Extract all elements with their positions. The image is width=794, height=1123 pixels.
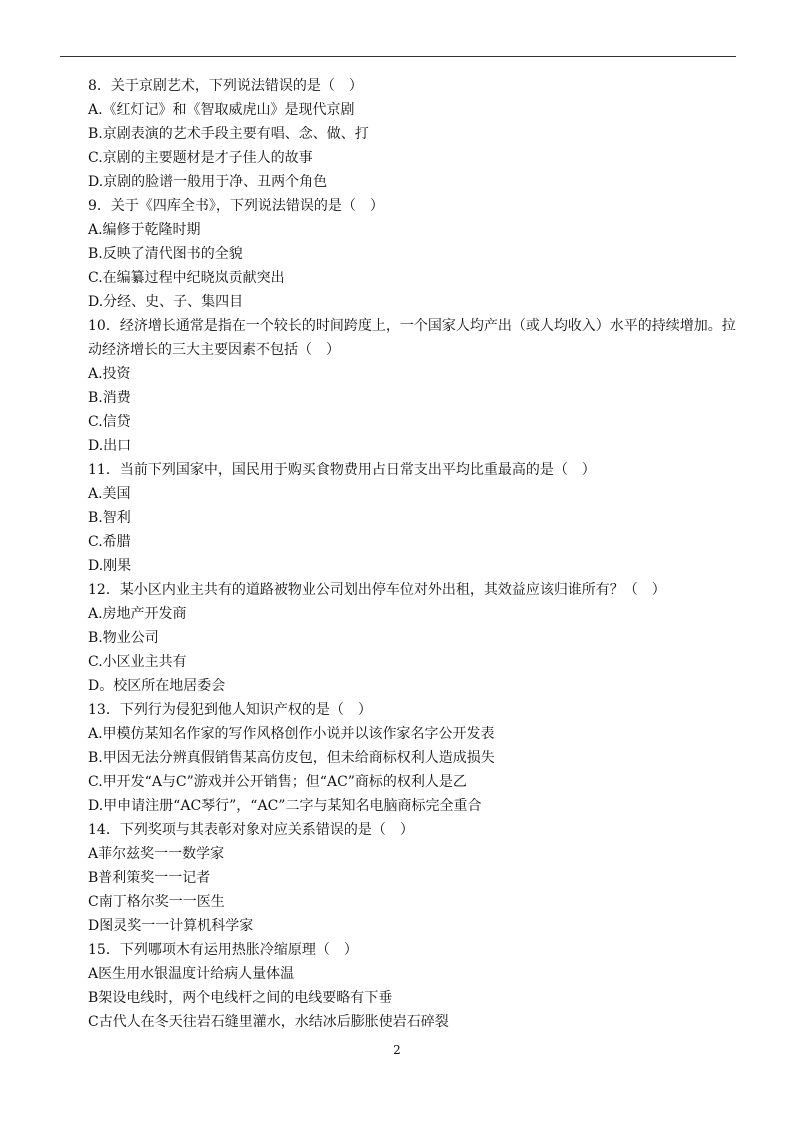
question-9-option-b: B.反映了清代图书的全貌: [88, 246, 243, 262]
question-10-stem: 10．经济增长通常是指在一个较长的时间跨度上，一个国家人均产出（或人均收入）水平的持续增加。拉动经济增长的三大主要因素不包括（ ）: [88, 318, 736, 358]
question-13-option-a: A.甲模仿某知名作家的写作风格创作小说并以该作家名字公开发表: [88, 726, 495, 742]
question-10-option-b: B.消费: [88, 390, 131, 406]
question-15-option-c: C古代人在冬天往岩石缝里灌水，水结冰后膨胀使岩石碎裂: [88, 1014, 449, 1030]
question-11-option-c: C.希腊: [88, 534, 131, 550]
question-9-option-a: A.编修于乾隆时期: [88, 222, 201, 238]
question-12-option-b: B.物业公司: [88, 630, 159, 646]
question-9-stem: 9．关于《四库全书》，下列说法错误的是（ ）: [88, 198, 384, 214]
question-12-stem: 12．某小区内业主共有的道路被物业公司划出停车位对外出租，其效益应该归谁所有？（ ）: [88, 582, 666, 598]
question-14-stem: 14．下列奖项与其表彰对象对应关系错误的是（ ）: [88, 822, 414, 838]
question-8-option-b: B.京剧表演的艺术手段主要有唱、念、做、打: [88, 126, 369, 142]
question-13-option-c: C.甲开发“A与C”游戏并公开销售；但“AC”商标的权利人是乙: [88, 774, 467, 790]
question-13-option-d: D.甲申请注册“AC琴行”，“AC”二字与某知名电脑商标完全重合: [88, 798, 482, 814]
question-list: [60, 74, 736, 1034]
question-11-option-d: D.刚果: [88, 558, 132, 574]
question-8-stem: 8．关于京剧艺术，下列说法错误的是（ ）: [88, 78, 363, 94]
question-13-stem: 13．下列行为侵犯到他人知识产权的是（ ）: [88, 702, 372, 718]
question-12-option-a: A.房地产开发商: [88, 606, 187, 622]
question-11-option-b: B.智利: [88, 510, 131, 526]
question-13-option-b: B.甲因无法分辨真假销售某高仿皮包，但未给商标权利人造成损失: [88, 750, 495, 766]
question-12-option-d: D。校区所在地居委会: [88, 678, 226, 694]
question-10-option-a: A.投资: [88, 366, 131, 382]
question-15-option-b: B架设电线时，两个电线杆之间的电线要略有下垂: [88, 990, 393, 1006]
question-15-stem: 15．下列哪项木有运用热胀冷缩原理（ ）: [88, 942, 358, 958]
question-10-option-d: D.出口: [88, 438, 132, 454]
header-rule: [60, 56, 736, 57]
page-number: 2: [393, 1043, 401, 1057]
question-10-option-c: C.信贷: [88, 414, 131, 430]
question-14-option-c: C南丁格尔奖一一医生: [88, 894, 225, 910]
question-15-option-a: A医生用水银温度计给病人量体温: [88, 966, 295, 982]
question-8-option-d: D.京剧的脸谱一般用于净、丑两个角色: [88, 174, 328, 190]
question-8-option-a: A.《红灯记》和《智取威虎山》是现代京剧: [88, 102, 355, 118]
question-9-option-d: D.分经、史、子、集四目: [88, 294, 244, 310]
question-14-option-b: B普利策奖一一记者: [88, 870, 211, 886]
question-14-option-d: D图灵奖一一计算机科学家: [88, 918, 254, 934]
question-11-option-a: A.美国: [88, 486, 131, 502]
question-8-option-c: C.京剧的主要题材是才子佳人的故事: [88, 150, 313, 166]
question-14-option-a: A菲尔兹奖一一数学家: [88, 846, 225, 862]
question-9-option-c: C.在编纂过程中纪晓岚贡献突出: [88, 270, 285, 286]
question-12-option-c: C.小区业主共有: [88, 654, 187, 670]
question-11-stem: 11．当前下列国家中，国民用于购买食物费用占日常支出平均比重最高的是（ ）: [88, 462, 596, 478]
